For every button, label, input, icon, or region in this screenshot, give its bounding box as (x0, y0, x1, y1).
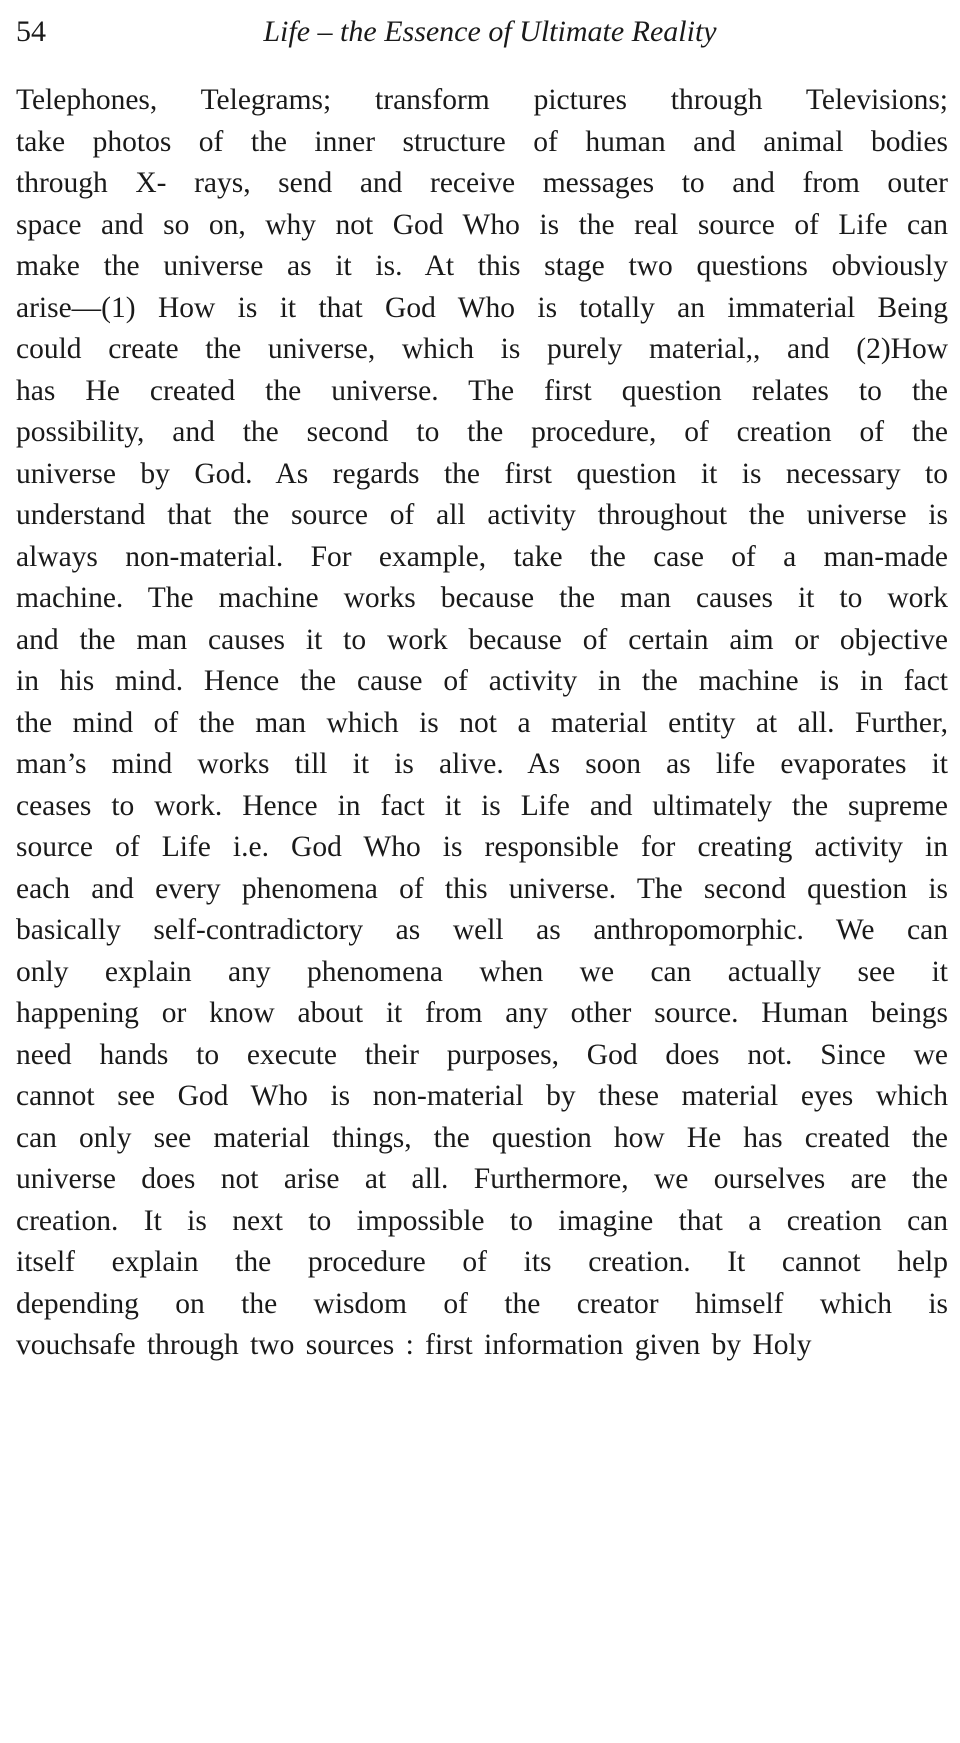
text-line: understand that the source of all activity throughout the universe is (16, 499, 948, 531)
text-line: itself explain the procedure of its creation. It cannot help (16, 1246, 948, 1278)
text-line: basically self-contradictory as well as anthropomorphic. We can (16, 914, 948, 946)
text-line: man’s mind works till it is alive. As soon as life evaporates it (16, 748, 948, 780)
text-line: make the universe as it is. At this stage two questions obviously (16, 250, 948, 282)
text-line: in his mind. Hence the cause of activity in the machine is in fact (16, 665, 948, 697)
text-line: could create the universe, which is purely material,, and (2)How (16, 333, 948, 365)
text-line: the mind of the man which is not a material entity at all. Further, (16, 706, 948, 739)
running-title: Life – the Essence of Ultimate Reality (263, 15, 717, 48)
text-line: arise—(1) How is it that God Who is totally an immaterial Being (16, 291, 948, 324)
text-line: always non-material. For example, take the case of a man-made (16, 540, 948, 573)
text-line: need hands to execute their purposes, God does not. Since we (16, 1038, 948, 1071)
page-header (16, 10, 944, 54)
text-line: creation. It is next to impossible to imagine that a creation can (16, 1204, 948, 1237)
text-line: take photos of the inner structure of human and animal bodies (16, 125, 948, 158)
text-line: happening or know about it from any other source. Human beings (16, 997, 948, 1029)
text-line: depending on the wisdom of the creator himself which is (16, 1287, 948, 1320)
text-line: through X- rays, send and receive messages to and from outer (16, 167, 948, 199)
text-line: machine. The machine works because the man causes it to work (16, 582, 948, 614)
text-line: has He created the universe. The first question relates to the (16, 374, 948, 407)
text-line: vouchsafe through two sources : first information given by Holy (16, 1329, 812, 1361)
text-line: each and every phenomena of this universe. The second question is (16, 872, 948, 905)
text-line: possibility, and the second to the procedure, of creation of the (16, 416, 948, 448)
text-line: can only see material things, the question how He has created the (16, 1121, 948, 1154)
text-line: ceases to work. Hence in fact it is Life and ultimately the supreme (16, 789, 948, 822)
body-text (16, 80, 948, 1367)
text-line: and the man causes it to work because of certain aim or objective (16, 623, 948, 656)
page-number: 54 (16, 15, 46, 48)
text-line: Telephones, Telegrams; transform pictures through Televisions; (16, 84, 948, 116)
text-line: universe does not arise at all. Furthermore, we ourselves are the (16, 1163, 948, 1195)
text-line: source of Life i.e. God Who is responsible for creating activity in (16, 831, 948, 863)
text-line: universe by God. As regards the first question it is necessary to (16, 457, 948, 490)
text-line: space and so on, why not God Who is the real source of Life can (16, 208, 948, 241)
text-line: only explain any phenomena when we can actually see it (16, 955, 948, 988)
text-line: cannot see God Who is non-material by these material eyes which (16, 1080, 948, 1112)
